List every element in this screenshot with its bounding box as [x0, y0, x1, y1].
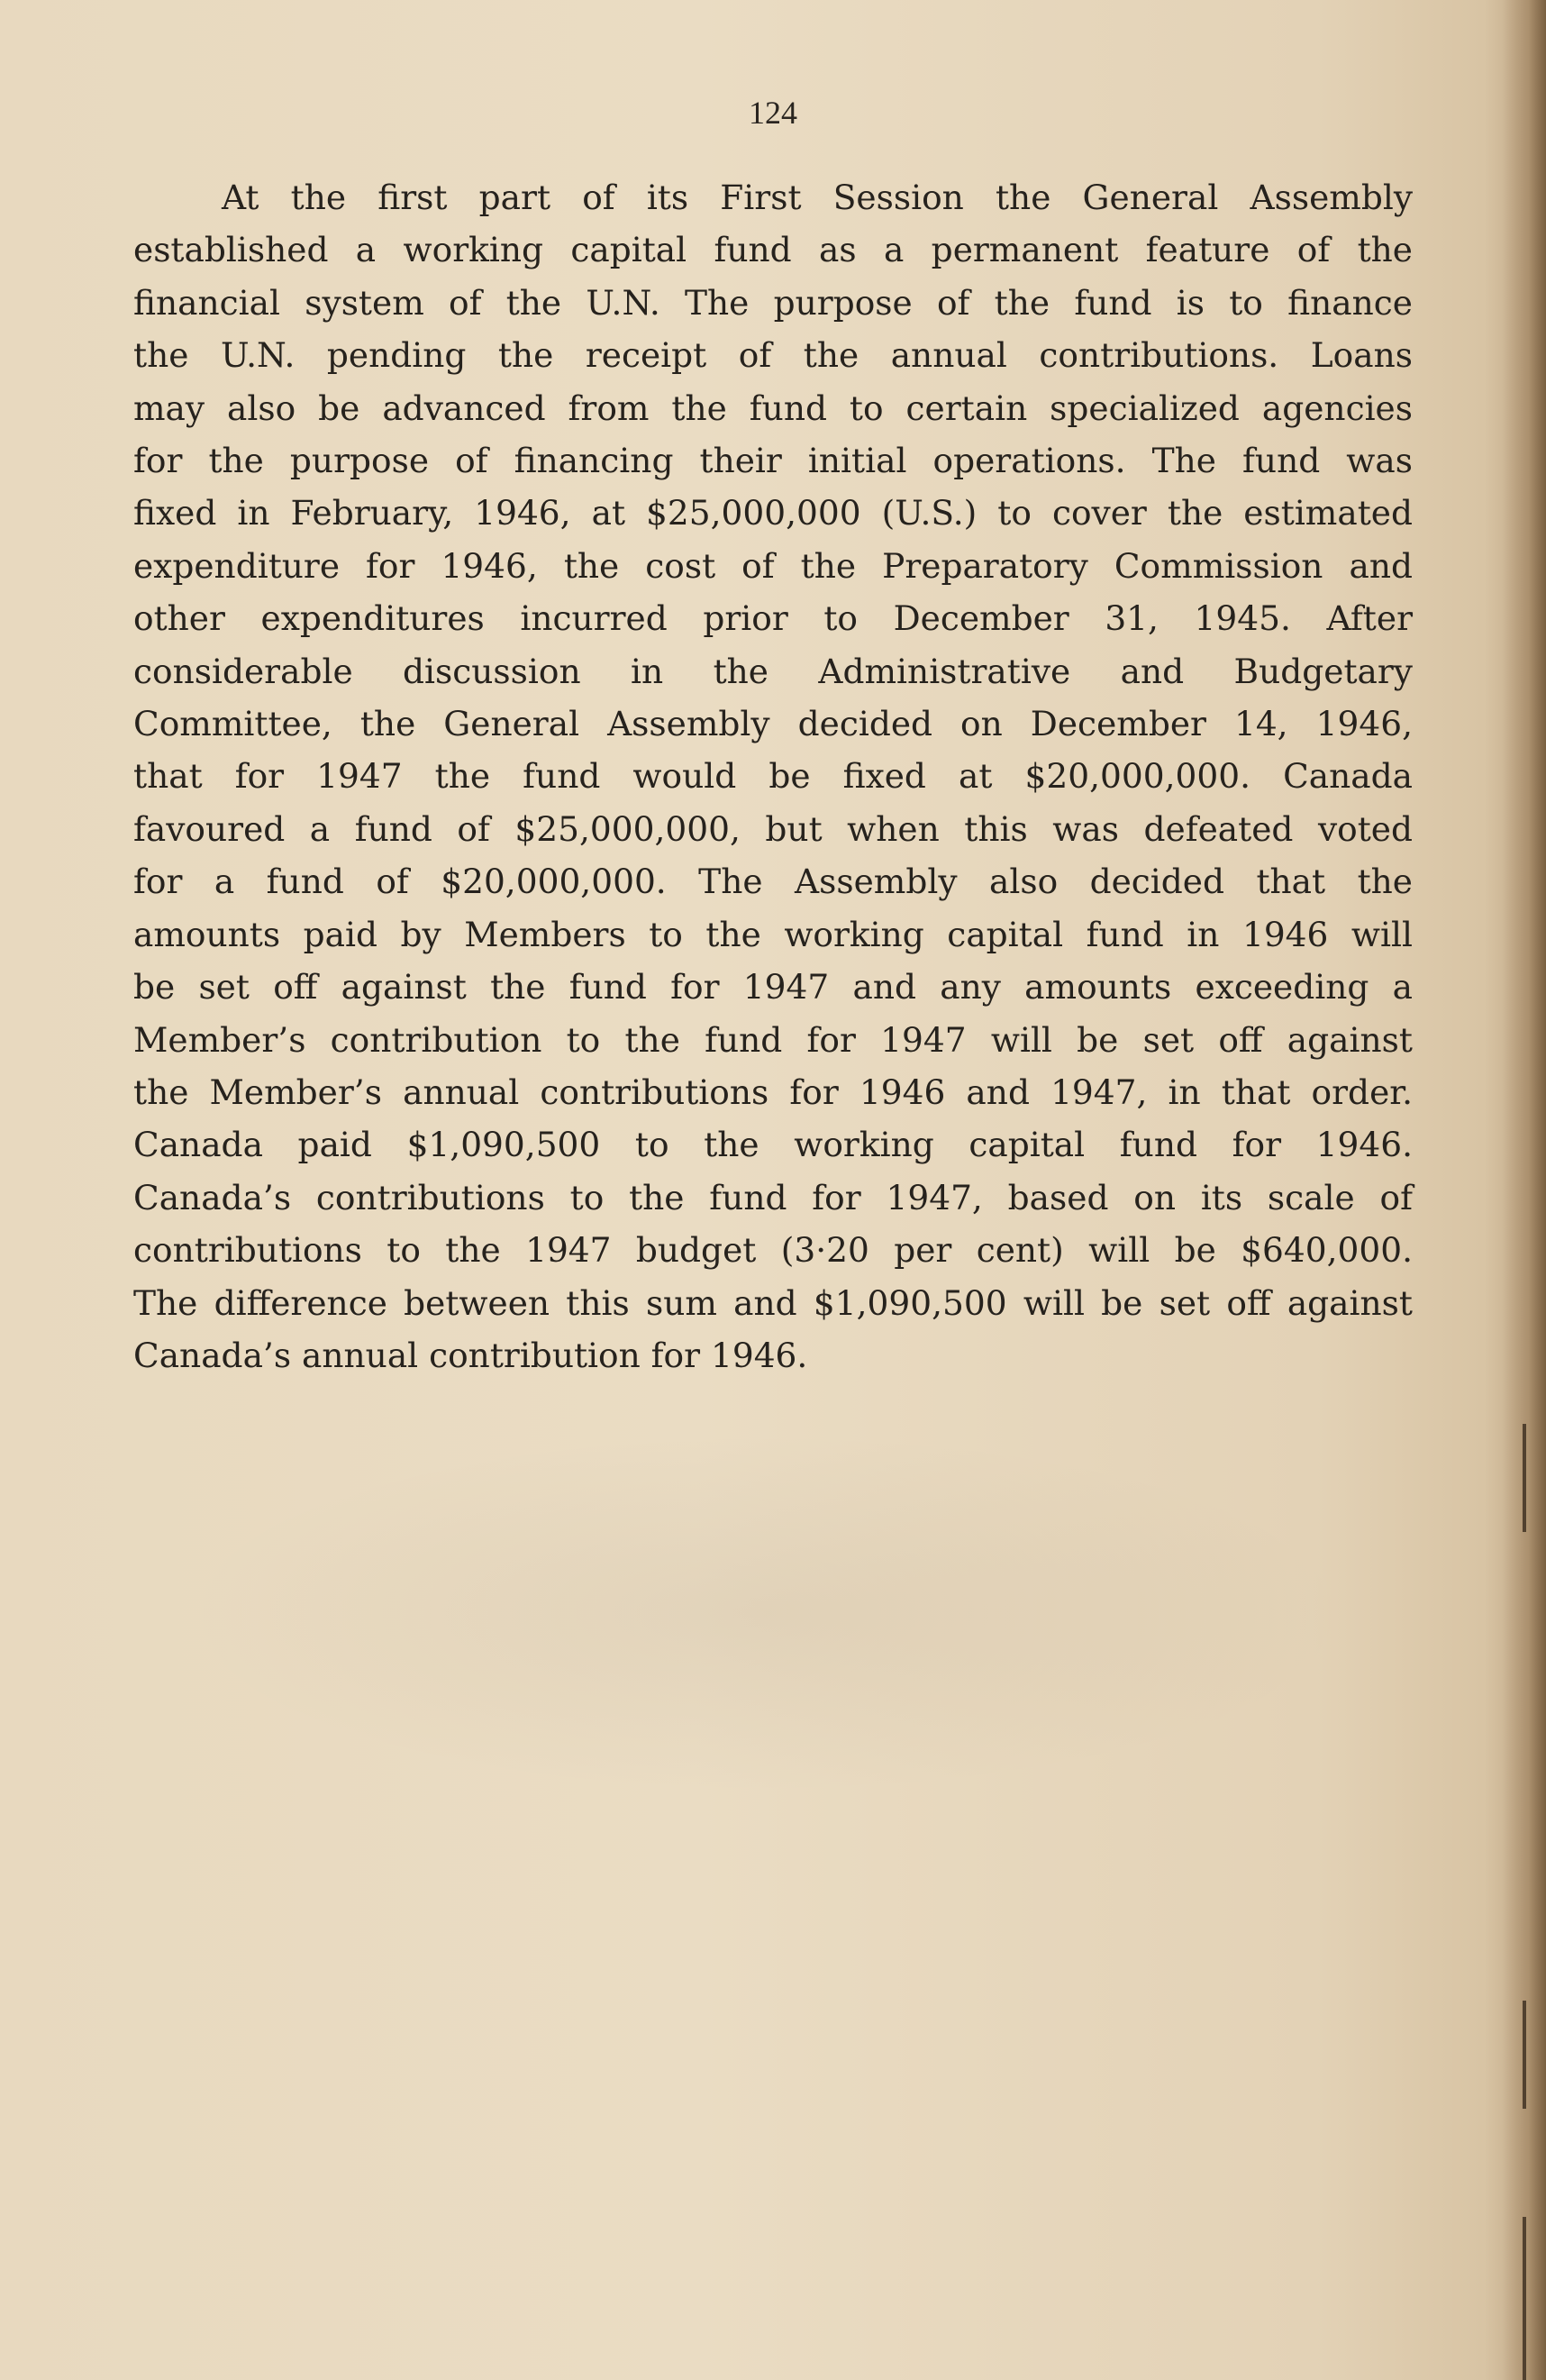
text-line: may also be advanced from the fund to certain specialized agencies	[133, 388, 1413, 428]
text-line: Canada’s contributions to the fund for 1947, based on its scale of	[133, 1177, 1413, 1217]
edge-mark	[1523, 2217, 1526, 2380]
text-line: Committee, the General Assembly decided on December 14, 1946,	[133, 704, 1413, 744]
edge-mark	[1523, 2001, 1526, 2109]
text-line: be set off against the fund for 1947 and any amounts exceeding a	[133, 967, 1413, 1008]
text-line: considerable discussion in the Administrative and Budgetary	[133, 651, 1413, 691]
edge-mark	[1523, 1424, 1526, 1532]
text-line: fixed in February, 1946, at $25,000,000 (U.S.) to cover the estimated	[133, 493, 1413, 533]
text-line: favoured a fund of $25,000,000, but when this was defeated voted	[133, 808, 1413, 849]
text-line: amounts paid by Members to the working capital fund in 1946 will	[133, 914, 1413, 954]
text-line: expenditure for 1946, the cost of the Preparatory Commission and	[133, 545, 1413, 586]
text-line: other expenditures incurred prior to December 31, 1945. After	[133, 598, 1413, 639]
text-line: The difference between this sum and $1,090,500 will be set off against	[133, 1282, 1413, 1323]
show-through-shadow	[180, 1433, 1351, 1793]
text-line: Member’s contribution to the fund for 1947 will be set off against	[133, 1019, 1413, 1060]
text-line: At the first part of its First Session the General Assembly	[222, 178, 1413, 217]
text-line: Canada’s annual contribution for 1946.	[133, 1335, 808, 1375]
text-line: established a working capital fund as a permanent feature of the	[133, 230, 1413, 270]
text-line: for a fund of $20,000,000. The Assembly also decided that the	[133, 862, 1413, 902]
text-line: the U.N. pending the receipt of the annual contributions. Loans	[133, 335, 1413, 376]
text-line: contributions to the 1947 budget (3·20 per cent) will be $640,000.	[133, 1230, 1413, 1271]
text-line: Canada paid $1,090,500 to the working capital fund for 1946.	[133, 1125, 1413, 1165]
text-line: that for 1947 the fund would be fixed at $20,000,000. Canada	[133, 756, 1413, 797]
paragraph	[133, 171, 1413, 1381]
page-number: 124	[749, 95, 797, 131]
text-line: the Member’s annual contributions for 1946 and 1947, in that order.	[133, 1071, 1413, 1112]
page-edge-shadow	[1503, 0, 1546, 2380]
text-line: financial system of the U.N. The purpose of the fund is to finance	[133, 282, 1413, 323]
text-line: for the purpose of financing their initial operations. The fund was	[133, 441, 1413, 481]
